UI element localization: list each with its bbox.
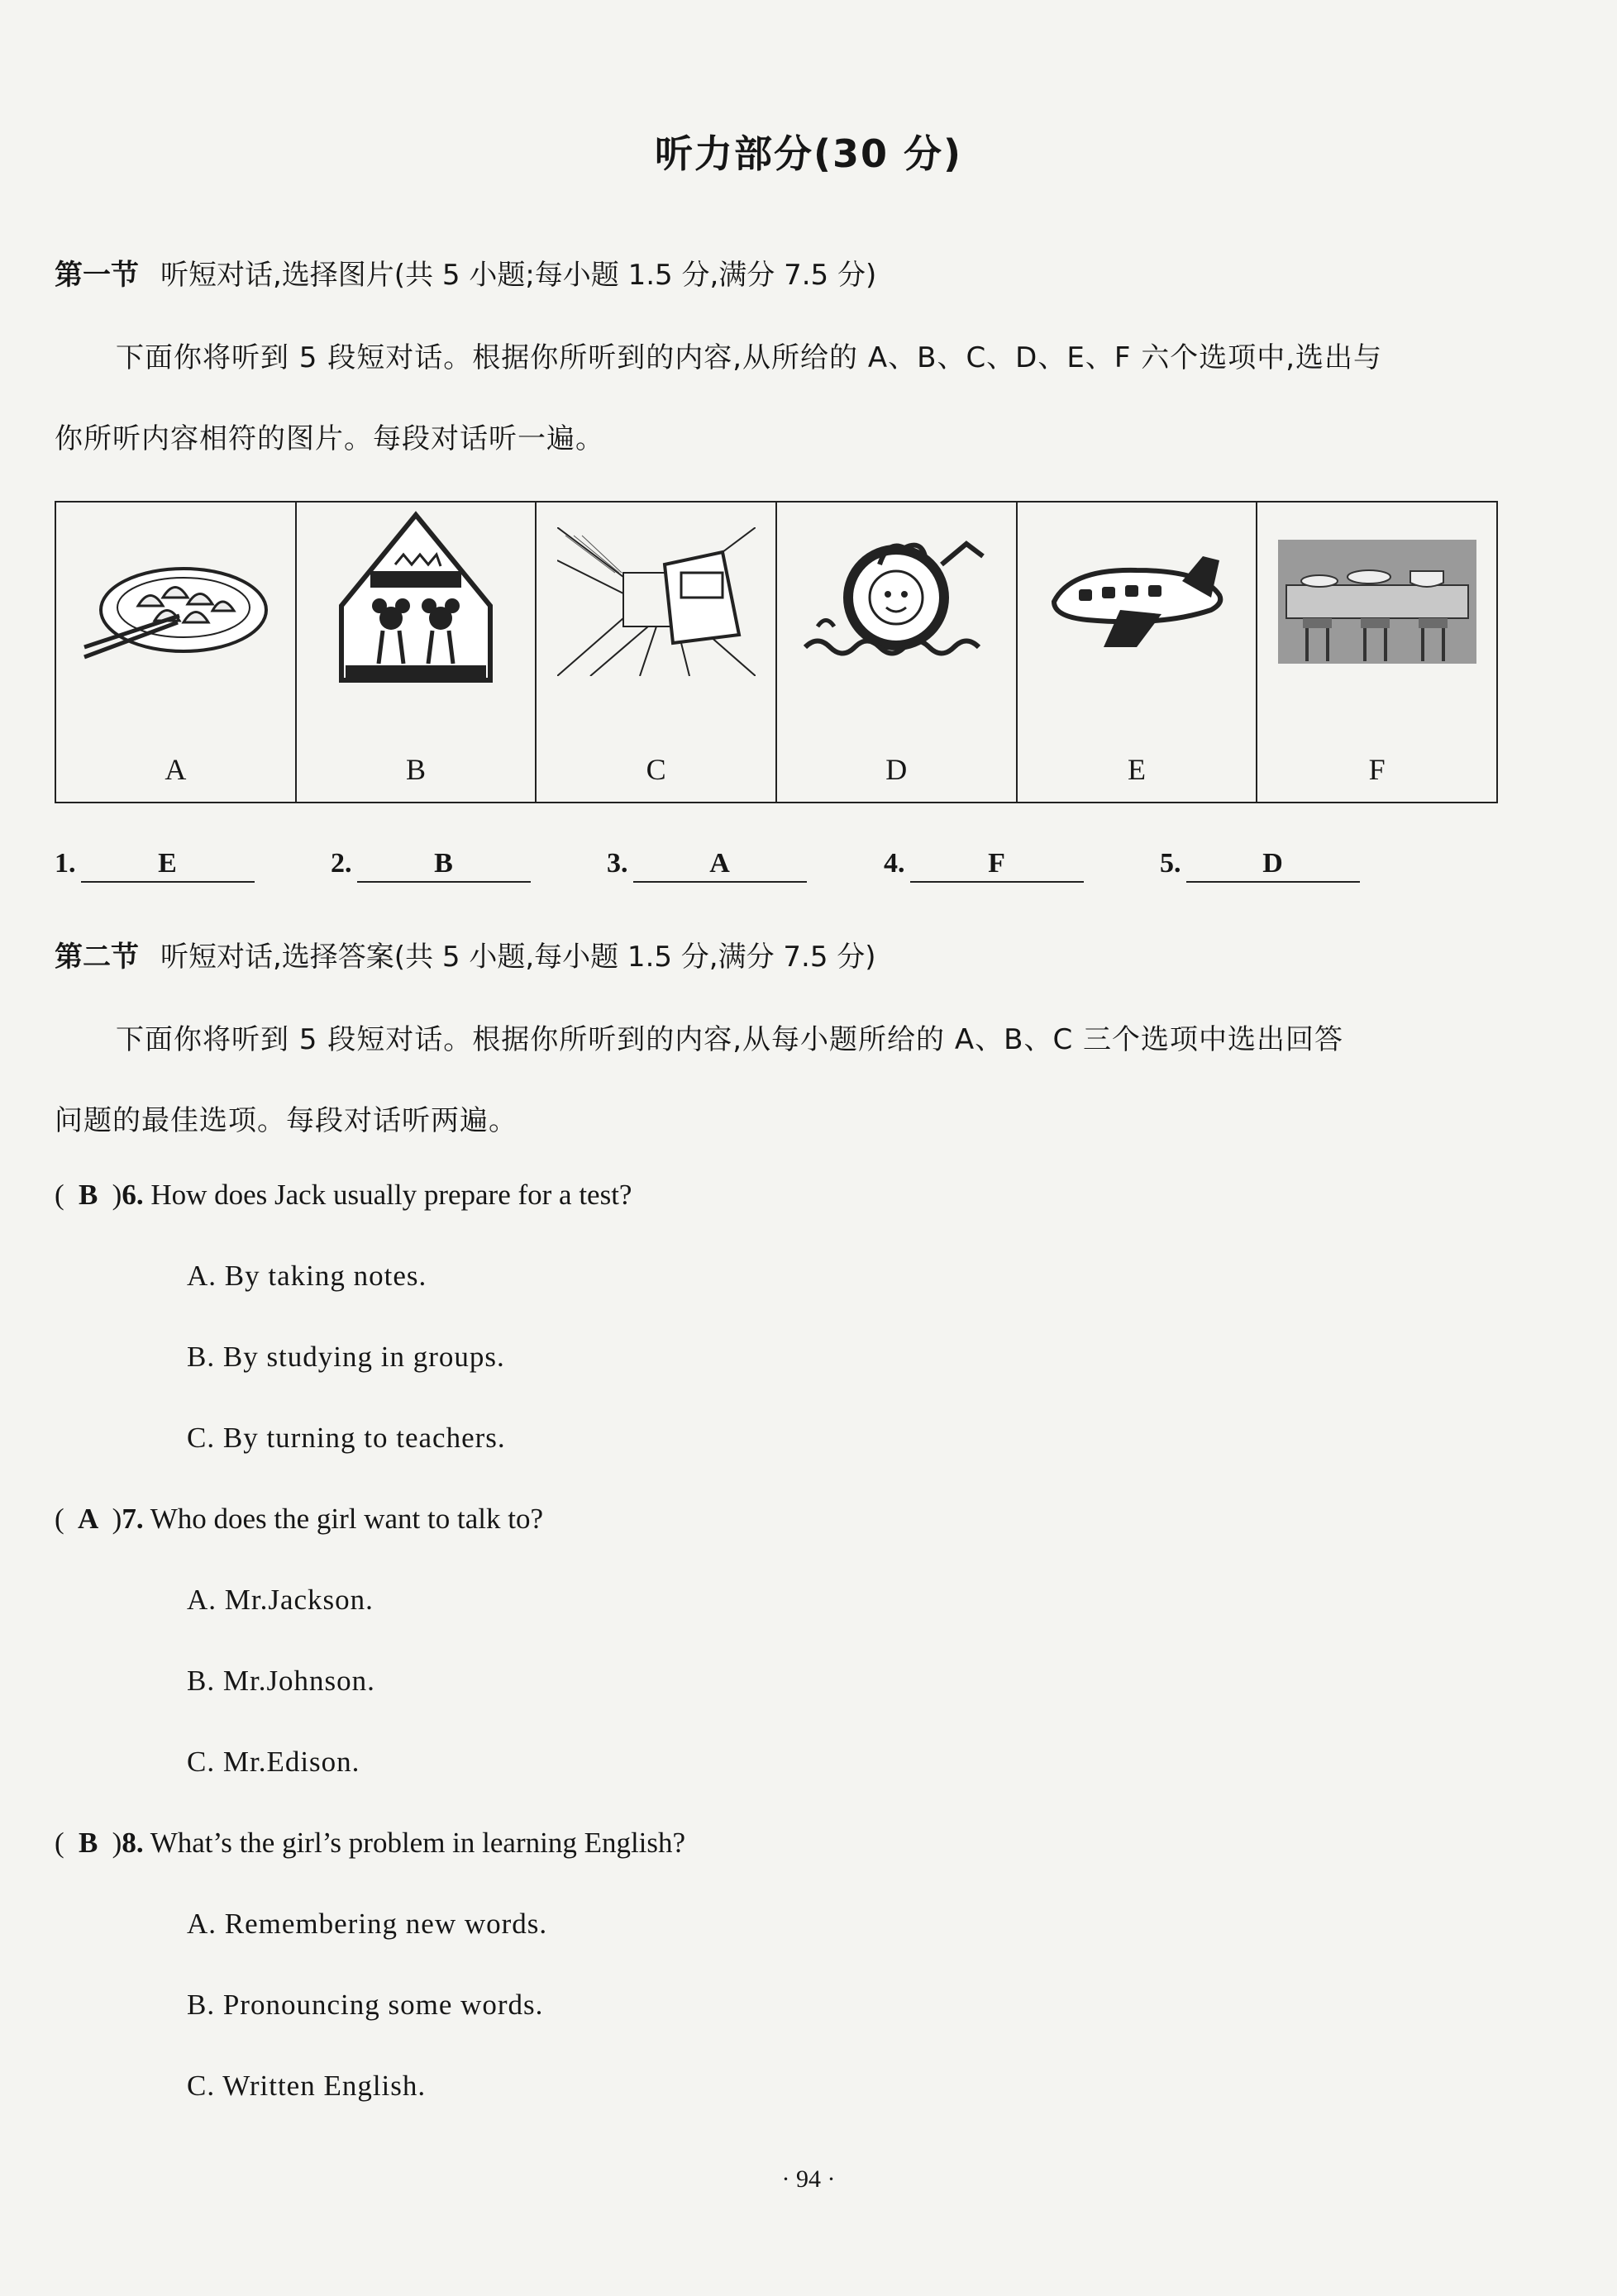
question-number: 6.: [122, 1179, 144, 1211]
picture-letter: E: [1127, 753, 1146, 786]
section1-heading-text: 听短对话,选择图片(共 5 小题;每小题 1.5 分,满分 7.5 分): [160, 259, 877, 292]
section2-heading: [55, 934, 876, 974]
page-title: 听力部分(30 分): [654, 131, 963, 176]
question-number: 7.: [122, 1503, 144, 1535]
option-c[interactable]: C. By turning to teachers.: [187, 1422, 506, 1454]
option-a[interactable]: A. By taking notes.: [187, 1260, 427, 1292]
subway-train-icon: [557, 527, 756, 676]
question-text: Who does the girl want to talk to?: [150, 1503, 543, 1535]
picture-letter: B: [405, 753, 426, 786]
page-number: · 94 ·: [781, 2165, 836, 2193]
answer-num: 2.: [331, 848, 352, 879]
answer-mark[interactable]: A: [78, 1503, 99, 1535]
option-b[interactable]: B. Pronouncing some words.: [187, 1989, 544, 2021]
answer-mark[interactable]: B: [78, 1827, 98, 1859]
option-a[interactable]: A. Mr.Jackson.: [187, 1584, 374, 1616]
answer-4: [884, 848, 1084, 883]
section2-instruction-line1: 下面你将听到 5 段短对话。根据你所听到的内容,从每小题所给的 A、B、C 三个选项中选出回答: [116, 1023, 1343, 1056]
picture-cell-c: [536, 502, 776, 803]
answer-num: 3.: [607, 848, 628, 879]
question-text: How does Jack usually prepare for a test?: [150, 1179, 632, 1211]
question-8: ( B )8. What’s the girl’s problem in learning English?: [55, 1827, 686, 1859]
picture-cell-f: [1257, 502, 1497, 803]
section1-answers: [55, 848, 1460, 898]
section1-label: 第一节: [55, 259, 139, 292]
option-c[interactable]: C. Written English.: [187, 2070, 427, 2102]
answer-blank[interactable]: F: [910, 848, 1084, 883]
section1-instruction-line2: 你所听内容相符的图片。每段对话听一遍。: [55, 422, 604, 455]
answer-num: 4.: [884, 848, 905, 879]
option-a[interactable]: A. Remembering new words.: [187, 1908, 548, 1940]
answer-num: 5.: [1160, 848, 1181, 879]
answer-num: 1.: [55, 848, 76, 879]
dumplings-icon: [80, 540, 270, 664]
answer-2: [331, 848, 531, 883]
question-text: What’s the girl’s problem in learning English?: [150, 1827, 686, 1859]
section1-heading: [55, 252, 876, 293]
picture-cell-e: [1017, 502, 1257, 803]
answer-blank[interactable]: E: [81, 848, 255, 883]
answer-3: [607, 848, 807, 883]
picture-table: [55, 501, 1498, 803]
picture-letter: D: [885, 753, 908, 786]
picture-letter: A: [165, 753, 187, 786]
dining-table-icon: [1278, 540, 1476, 664]
answer-1: [55, 848, 255, 883]
section1-instruction-line1: 下面你将听到 5 段短对话。根据你所听到的内容,从所给的 A、B、C、D、E、F 六个选项中,选出与: [116, 341, 1383, 374]
question-number: 8.: [122, 1827, 144, 1859]
section2-instruction-line2: 问题的最佳选项。每段对话听两遍。: [55, 1104, 518, 1137]
airplane-icon: [1037, 544, 1236, 660]
picture-cell-a: [55, 502, 296, 803]
disney-castle-icon: [325, 507, 507, 697]
picture-letter: F: [1368, 753, 1386, 786]
picture-cell-b: [296, 502, 537, 803]
answer-blank[interactable]: A: [633, 848, 807, 883]
question-6: ( B )6. How does Jack usually prepare for a test?: [55, 1179, 632, 1211]
answer-5: [1160, 848, 1360, 883]
question-7: ( A )7. Who does the girl want to talk to?: [55, 1503, 543, 1535]
section2-label: 第二节: [55, 941, 139, 974]
option-c[interactable]: C. Mr.Edison.: [187, 1746, 360, 1778]
picture-letter: C: [646, 753, 666, 786]
option-b[interactable]: B. Mr.Johnson.: [187, 1665, 375, 1697]
picture-cell-d: [776, 502, 1017, 803]
option-b[interactable]: B. By studying in groups.: [187, 1341, 505, 1373]
answer-mark[interactable]: B: [78, 1179, 98, 1211]
swimming-icon: [797, 531, 995, 672]
answer-blank[interactable]: B: [357, 848, 531, 883]
section2-heading-text: 听短对话,选择答案(共 5 小题,每小题 1.5 分,满分 7.5 分): [160, 941, 876, 974]
answer-blank[interactable]: D: [1186, 848, 1360, 883]
